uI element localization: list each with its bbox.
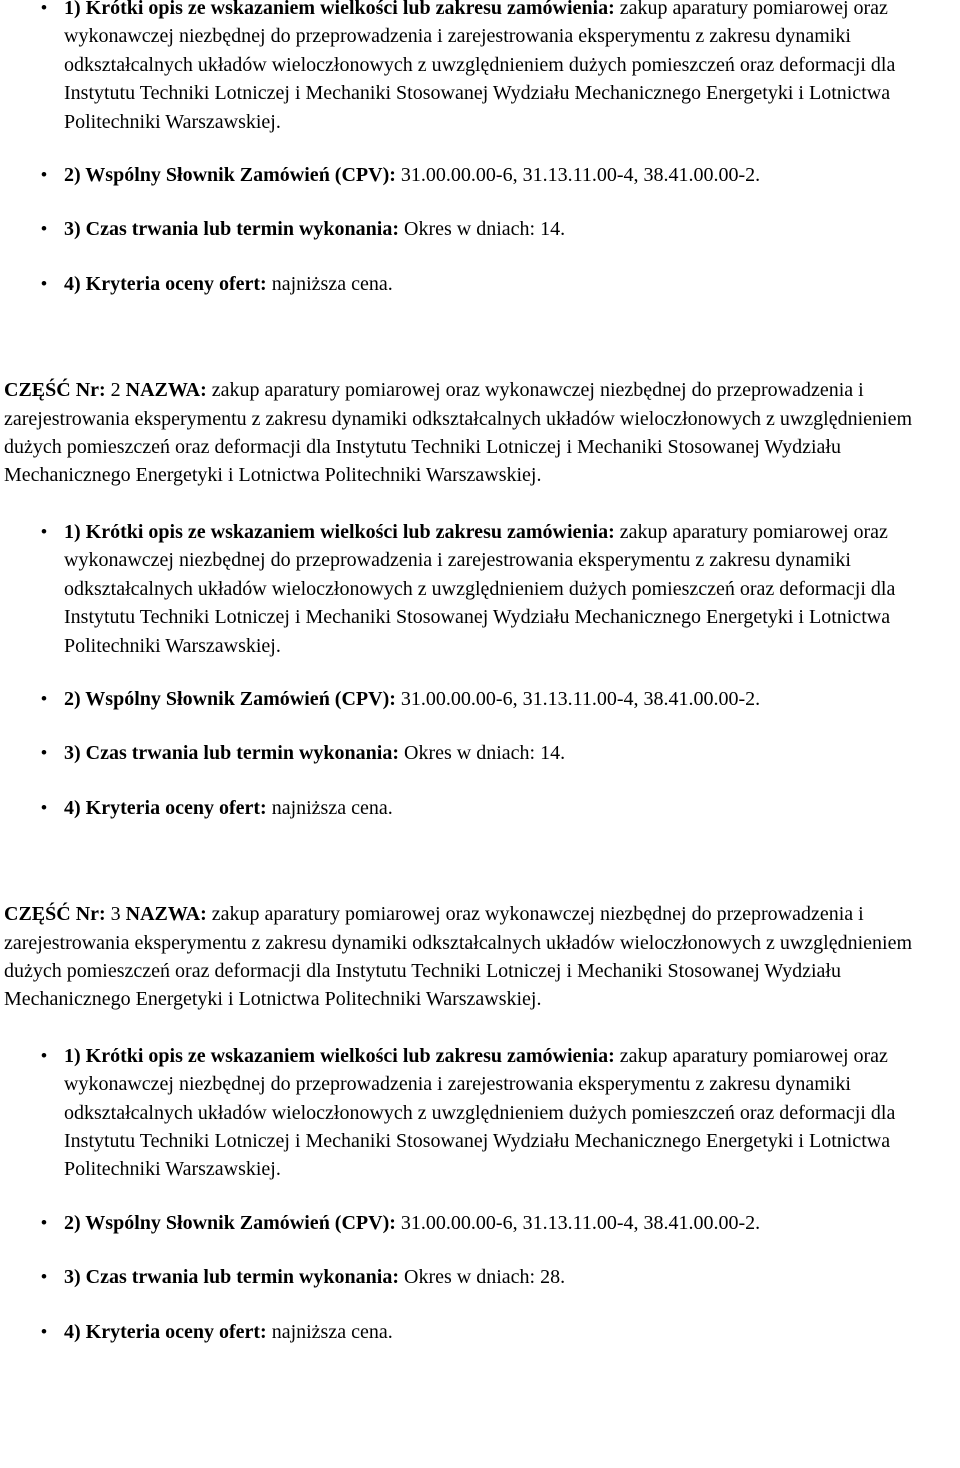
short-description-item xyxy=(0,518,960,660)
part-spacer xyxy=(0,1014,960,1042)
cpv-text: 31.00.00.00-6, 31.13.11.00-4, 38.41.00.00-2. xyxy=(395,164,761,187)
short-description-item xyxy=(0,0,960,136)
cpv-label: 2) Wspólny Słownik Zamówień (CPV): xyxy=(64,687,396,710)
part-number-value: 3 xyxy=(105,903,126,926)
short-description-text: zakup aparatury pomiarowej oraz wykonawczej niezbędnej do przeprowadzenia i zarejestrowania eksperymentu z zakresu dynamiki odkształcalnych układów wieloczłonowych z uwzględnieniem dużych pomieszczeń oraz deformacji dla Instytutu Techniki Lotniczej i Mechaniki Stosowanej Wydziału Mechanicznego Energetyki i Lotnictwa Politechniki Warszawskiej. xyxy=(64,0,896,133)
cpv-label: 2) Wspólny Słownik Zamówień (CPV): xyxy=(64,1211,396,1234)
criteria-item xyxy=(0,1318,960,1346)
criteria-item xyxy=(0,270,960,298)
part-name-label: NAZWA: xyxy=(125,379,207,402)
section-spacer xyxy=(0,822,960,900)
duration-item xyxy=(0,739,960,767)
cpv-item xyxy=(0,161,960,189)
duration-label: 3) Czas trwania lub termin wykonania: xyxy=(64,218,400,241)
duration-text: Okres w dniach: 14. xyxy=(399,218,566,241)
criteria-label: 4) Kryteria oceny ofert: xyxy=(64,1320,267,1343)
cpv-item xyxy=(0,685,960,713)
part-name-text: zakup aparatury pomiarowej oraz wykonawczej niezbędnej do przeprowadzenia i zarejestrowania eksperymentu z zakresu dynamiki odkształcalnych układów wieloczłonowych z uwzględnieniem dużych pomieszczeń oraz deformacji dla Instytutu Techniki Lotniczej i Mechaniki Stosowanej Wydziału Mechanicznego Energetyki i Lotnictwa Politechniki Warszawskiej. xyxy=(4,379,912,487)
part-2-heading xyxy=(0,376,960,490)
criteria-text: najniższa cena. xyxy=(266,796,393,819)
part-number-label: CZĘŚĆ Nr: xyxy=(4,903,106,926)
part-name-text: zakup aparatury pomiarowej oraz wykonawczej niezbędnej do przeprowadzenia i zarejestrowania eksperymentu z zakresu dynamiki odkształcalnych układów wieloczłonowych z uwzględnieniem dużych pomieszczeń oraz deformacji dla Instytutu Techniki Lotniczej i Mechaniki Stosowanej Wydziału Mechanicznego Energetyki i Lotnictwa Politechniki Warszawskiej. xyxy=(4,903,912,1011)
duration-label: 3) Czas trwania lub termin wykonania: xyxy=(64,742,400,765)
duration-item xyxy=(0,1263,960,1291)
criteria-text: najniższa cena. xyxy=(266,1320,393,1343)
part-1-details-list xyxy=(0,0,960,298)
part-3-details-list xyxy=(0,1042,960,1346)
duration-text: Okres w dniach: 28. xyxy=(399,1266,566,1289)
section-part-2 xyxy=(0,376,960,822)
section-spacer xyxy=(0,298,960,376)
duration-label: 3) Czas trwania lub termin wykonania: xyxy=(64,1266,400,1289)
duration-item xyxy=(0,215,960,243)
part-number-value: 2 xyxy=(105,379,126,402)
cpv-text: 31.00.00.00-6, 31.13.11.00-4, 38.41.00.00-2. xyxy=(395,1211,761,1234)
short-description-item xyxy=(0,1042,960,1184)
short-description-text: zakup aparatury pomiarowej oraz wykonawczej niezbędnej do przeprowadzenia i zarejestrowania eksperymentu z zakresu dynamiki odkształcalnych układów wieloczłonowych z uwzględnieniem dużych pomieszczeń oraz deformacji dla Instytutu Techniki Lotniczej i Mechaniki Stosowanej Wydziału Mechanicznego Energetyki i Lotnictwa Politechniki Warszawskiej. xyxy=(64,520,896,657)
criteria-item xyxy=(0,794,960,822)
part-spacer xyxy=(0,490,960,518)
section-part-3 xyxy=(0,900,960,1346)
criteria-label: 4) Kryteria oceny ofert: xyxy=(64,796,267,819)
short-description-label: 1) Krótki opis ze wskazaniem wielkości lub zakresu zamówienia: xyxy=(64,1044,615,1067)
part-2-details-list xyxy=(0,518,960,822)
part-name-label: NAZWA: xyxy=(125,903,207,926)
short-description-label: 1) Krótki opis ze wskazaniem wielkości lub zakresu zamówienia: xyxy=(64,520,615,543)
criteria-label: 4) Kryteria oceny ofert: xyxy=(64,272,267,295)
cpv-text: 31.00.00.00-6, 31.13.11.00-4, 38.41.00.00-2. xyxy=(395,687,761,710)
cpv-item xyxy=(0,1209,960,1237)
cpv-label: 2) Wspólny Słownik Zamówień (CPV): xyxy=(64,164,396,187)
section-part-1 xyxy=(0,0,960,298)
part-number-label: CZĘŚĆ Nr: xyxy=(4,379,106,402)
short-description-label: 1) Krótki opis ze wskazaniem wielkości lub zakresu zamówienia: xyxy=(64,0,615,19)
criteria-text: najniższa cena. xyxy=(266,272,393,295)
short-description-text: zakup aparatury pomiarowej oraz wykonawczej niezbędnej do przeprowadzenia i zarejestrowania eksperymentu z zakresu dynamiki odkształcalnych układów wieloczłonowych z uwzględnieniem dużych pomieszczeń oraz deformacji dla Instytutu Techniki Lotniczej i Mechaniki Stosowanej Wydziału Mechanicznego Energetyki i Lotnictwa Politechniki Warszawskiej. xyxy=(64,1044,896,1181)
part-3-heading xyxy=(0,900,960,1014)
duration-text: Okres w dniach: 14. xyxy=(399,742,566,765)
